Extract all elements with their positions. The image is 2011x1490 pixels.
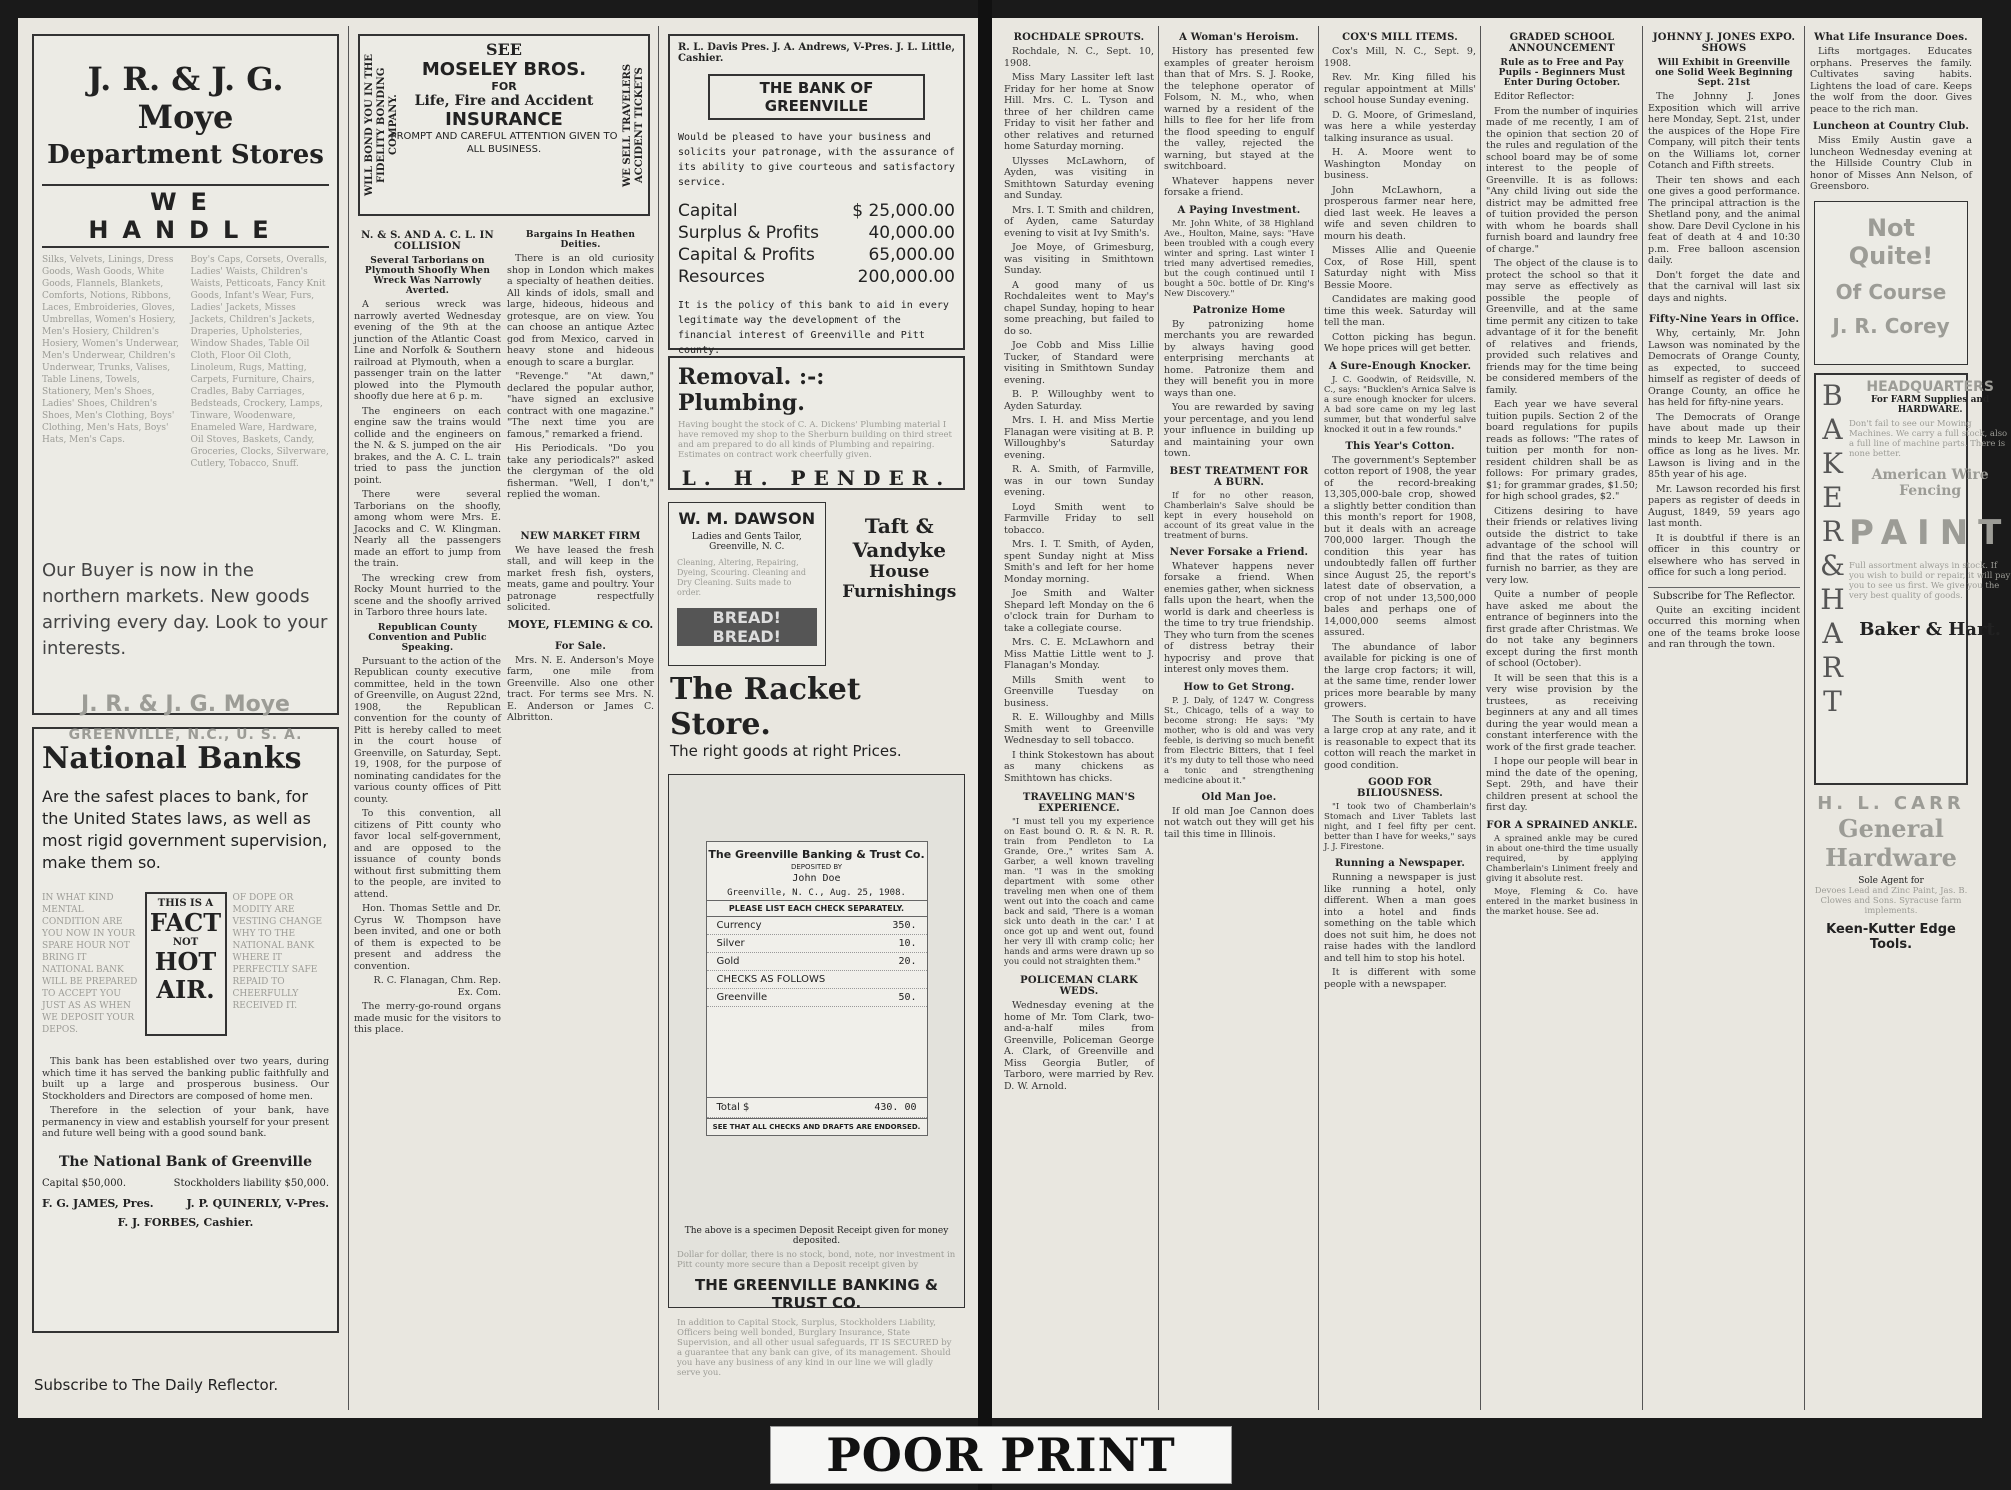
baker-hart-vertical-name: [1820, 379, 1845, 779]
baker-hart-letter: B: [1822, 378, 1843, 412]
right-column-2: [1164, 28, 1314, 1408]
newspaper-headline: Running a Newspaper.: [1334, 858, 1466, 869]
rochdale-article: Rochdale, N. C., Sept. 10, 1908. Miss Mary Lassiter left last Friday for her home at Snow Hill. Mrs. C. L. Tyson and three of her children came Friday to visit her father and other relatives and returned home Saturday morning. Ulysses McLawhorn, of Ayden, was visiting in Smithtown Saturday evening and Sunday. Mrs. I. T. Smith and children, of Ayden, came Saturday evening to visit at Ivy Smith's. Joe Moye, of Grimesburg, was visiting in Smithtown Sunday. A good many of us Rochdaleites went to May's chapel Sunday, hoping to hear some preaching, but failed to do so. Joe Cobb and Miss Lillie Tucker, of Standard were visiting in Smithtown Sunday evening. B. P. Willoughby went to Ayden Saturday. Mrs. I. H. and Miss Mertie Flanagan were visiting at B. P. Willoughby's Saturday evening. R. A. Smith, of Farmville, was in our town Sunday evening. Loyd Smith went to Farmville Friday to sell tobacco. Mrs. I. T. Smith, of Ayden, spent Sunday night at Miss Smith's and left for her home Monday morning. Joe Smith and Walter Shepard left Monday on the 6 o'clock train for Durham to take a collegiate course. Mrs. C. E. McLawhorn and Miss Mattie Little went to J. Flanagan's Monday. Mills Smith went to Greenville Tuesday on business. R. E. Willoughby and Mills Smith went to Greenville Wednesday to sell tobacco. I think Stokestown has about as many chickens as Smithtown has chicks.: [1004, 46, 1154, 784]
bank-title: THE BANK OF GREENVILLE: [708, 74, 925, 120]
paying-article: Mr. John White, of 38 Highland Ave., Houlton, Maine, says: "Have been troubled with a cough every winter and spring. Last winter I tried many advertised remedies, but the cough continued until I bought a 50c. bottle of Dr. King's New Discovery.": [1164, 218, 1314, 299]
national-banks-title: National Banks: [42, 741, 302, 776]
market-headline: NEW MARKET FIRM: [520, 530, 641, 542]
right-column-3: [1324, 28, 1476, 1408]
collision-article: A serious wreck was narrowly averted Wednesday evening of the 9th at the junction of the Atlantic Coast Line and Norfolk & Southern railroad at Plymouth, when a passenger train on the latter plowed into the Plymouth shoofly due here at 6 p. m. The engineers on each engine saw the trains would collide and the engineers on the N. & S. jumped on the air brakes, and the A. C. L. train tried to pass the junction point. There were several Tarborians on the shoofly, among whom were Mrs. E. Jacocks and C. W. Klingman. Nearly all the passengers made an effort to jump from the train. The wrecking crew from Rocky Mount hurried to the scene and the shoofly arrived in Tarboro three hours late.: [354, 299, 501, 618]
of-course-heading: Of Course: [1835, 279, 1947, 304]
national-banks-body: This bank has been established over two years, during which time it has served the banking public faithfully and built up a large and prosperous business. Our Stockholders and Directors are composed of home men. Therefore in the selection of your bank, have permanency in view and establish yourself for your present and future well being with a good sound bank.: [42, 1056, 329, 1139]
ninety-article: Why, certainly, Mr. John Lawson was nominated by the Democrats of Orange County, as expected, to succeed himself as register of deeds of Orange County, an office he has held for fifty-nine years. The Democrats of Orange have about made up their minds to keep Mr. Lawson in office as long as he lives. Mr. Lawson is living and in the 85th year of his age. Mr. Lawson recorded his first papers as register of deeds in August, 1849, 59 years ago last month. It is doubtful if there is an officer in this country or elsewhere who has served in office for such a long period.: [1648, 328, 1800, 578]
column-rule: [1318, 26, 1319, 1410]
baker-hart-letter: A: [1822, 616, 1843, 650]
moseley-line3: PROMPT AND CAREFUL ATTENTION GIVEN TO ALL BUSINESS.: [390, 131, 618, 155]
rochdale-headline: ROCHDALE SPROUTS.: [1013, 32, 1145, 43]
bilious-headline: GOOD FOR BILIOUSNESS.: [1356, 777, 1443, 799]
accident-tickets-note: WE SELL TRAVELERS ACCIDENT TICKETS: [622, 63, 645, 187]
convention-article: Pursuant to the action of the Republican county executive committee, held in the town of Greenville, on August 22nd, 1908, the Republican convention for the county of Pitt is hereby called to meet in the court house of Greenville, on Saturday, Sept. 19, 1908, for the purpose of nominating candidates for the various county offices of Pitt county. To this convention, all citizens of Pitt county who favor local self-government, and are opposed to the issuance of county bonds without first submitting them to the people, are invited to attend. Hon. Thomas Settle and Dr. Cyrus W. Thompson have been invited, and one or both of them is expected to be present and address the convention. R. C. Flanagan, Chm. Rep. Ex. Com. The merry-go-round organs made music for the visitors to this place.: [354, 655, 501, 1035]
expo-article: The Johnny J. Jones Exposition which will arrive here Monday, Sept. 21st, under the auspices of the Hope Fire Company, will pitch their tents on the Williams lot, corner Cotanch and Fifth streets. Their ten shows and each one gives a good performance. The principal attraction is the Shetland pony, and the animal show. Dare Devil Cyclone in his feat of death at 4 and 10:30 p.m. Free balloon ascension daily. Don't forget the date and that the carnival will last six days and nights.: [1648, 91, 1800, 304]
moye-advertisement: [32, 34, 339, 743]
moye-footer-place: GREENVILLE, N.C., U. S. A.: [68, 727, 303, 743]
financial-label: Resources: [678, 267, 765, 287]
expo-headline: JOHNNY J. JONES EXPO. SHOWS: [1652, 32, 1796, 54]
for-sale-headline: For Sale.: [554, 640, 607, 652]
taft-line2: House Furnishings: [842, 562, 957, 602]
cotton-headline: This Year's Cotton.: [1345, 440, 1455, 452]
fact-box: THIS IS A FACT NOT HOT AIR.: [145, 892, 227, 1036]
policeman-headline: POLICEMAN CLARK WEDS.: [1020, 975, 1138, 997]
bank-policy: It is the policy of this bank to aid in every legitimate way the development of the financial interest of Greenville and Pitt county.: [678, 300, 949, 356]
vice-president-name: J. P. QUINERLY, V-Pres.: [186, 1196, 329, 1210]
financial-label: Surplus & Profits: [678, 223, 819, 243]
patronize-article: By patronizing home merchants you are rewarded by always having good enterprising merchants at home. Patronize them and they will benefit you in more ways than one. You are rewarded by saving your percentage, and you lend your influence in building up and maintaining your own town.: [1164, 318, 1314, 459]
heathen-headline: Bargains In Heathen Deities.: [525, 230, 636, 250]
strong-headline: How to Get Strong.: [1183, 681, 1295, 693]
moye-footer-name: J. R. & J. G. Moye: [81, 692, 290, 717]
we-handle-heading: WE HANDLE: [88, 188, 283, 244]
left-newspaper-page: [18, 18, 978, 1418]
baker-hart-letter: A: [1822, 412, 1843, 446]
sole-agent-line: Sole Agent for: [1858, 875, 1924, 886]
baker-hart-letter: H: [1820, 582, 1845, 616]
president-name: F. G. JAMES, Pres.: [42, 1196, 154, 1210]
financial-value: 200,000.00: [857, 267, 955, 287]
moseley-name: MOSELEY BROS.: [421, 59, 587, 80]
paint-heading: PAINT: [1848, 512, 2011, 553]
removal-plumbing-advertisement: Removal. :-: Plumbing. Having bought the stock of C. A. Dickens' Plumbing material I have removed my shop to the Sherburn building on third street and am prepared to do all kinds of Plumbing and repairing. Estimates on contract work cheerfully given. L. H. PENDER.: [668, 356, 965, 490]
deposit-row: [707, 971, 927, 989]
friend-article: Whatever happens never forsake a friend. When enemies gather, when sickness falls upon the heart, when the world is dark and cheerless is the time to try true friendship. They who turn from the scenes of distress betray their hypocrisy and prove that interest only moves them.: [1164, 560, 1314, 675]
total-label: Total $: [716, 1102, 750, 1113]
subscribe-reflector: Subscribe for The Reflector.: [1648, 587, 1800, 605]
bank-financial-row: [678, 222, 955, 244]
stockholders-note: Stockholders liability $50,000.: [173, 1177, 329, 1189]
bank-financials: [678, 200, 955, 288]
column-rule: [1158, 26, 1159, 1410]
depositor-name: John Doe: [792, 873, 841, 884]
page-gutter: [978, 0, 992, 1490]
baker-hart-sign: Baker & Hart.: [1859, 618, 2002, 640]
heroism-article: History has presented few examples of greater heroism than that of Mrs. S. J. Rooke, the telephone operator of Folsom, N. M., who, when warned by a resident of the hills to flee for her life from the flood speeding to engulf the valley, rejected the warning, but stayed at the switchboard. Whatever happens never forsake a friend.: [1164, 46, 1314, 198]
bank-financial-row: [678, 200, 955, 222]
joe-headline: Old Man Joe.: [1201, 791, 1277, 803]
market-article: We have leased the fresh stall, and will keep in the market fresh fish, oysters, meats, game and poultry. Your patronage respectfully solicited.: [507, 544, 654, 613]
poor-print-stamp: POOR PRINT: [770, 1426, 1232, 1484]
farm-supplies-line: For FARM Supplies and HARDWARE.: [1871, 394, 1990, 415]
merchandise-list: Silks, Velvets, Linings, Dress Goods, Wash Goods, White Goods, Flannels, Blankets, Comforts, Notions, Ribbons, Laces, Embroideries, Gloves, Umbrellas, Women's Hosiery, Men's Hosiery, Children's Hosiery, Women's Underwear, Men's Underwear, Children's Underwear, Trunks, Valises, Table Linens, Towels, Stationery, Men's Shoes, Ladies' Shoes, Children's Shoes, Men's Clothing, Boys' Clothing, Men's Hats, Boys' Hats, Men's Caps. Boy's Caps, Corsets, Overalls, Ladies' Waists, Children's Waists, Petticoats, Fancy Knit Goods, Infant's Wear, Furs, Ladies' Jackets, Misses Jackets, Children's Jackets, Draperies, Upholsteries, Window Shades, Table Oil Cloth, Floor Oil Cloth, Linoleum, Rugs, Matting, Carpets, Furniture, Chairs, Cradles, Baby Carriages, Bedsteads, Crockery, Lamps, Tinware, Woodenware, Enameled Ware, Hardware, Oil Stoves, Baskets, Candy, Groceries, Clocks, Silverware, Cutlery, Tobacco, Snuff.: [42, 255, 329, 469]
racket-subtitle: The right goods at right Prices.: [670, 742, 902, 760]
deposit-row-value: 50.: [898, 992, 917, 1003]
financial-label: Capital & Profits: [678, 245, 815, 265]
school-subheadline: Rule as to Free and Pay Pupils - Beginners Must Enter During October.: [1498, 58, 1626, 88]
deposit-row: [707, 917, 927, 935]
deposit-row-label: Currency: [716, 920, 762, 931]
pender-sign: L. H. PENDER.: [681, 466, 952, 490]
market-firm-name: MOYE, FLEMING & CO.: [507, 617, 654, 631]
buyer-notice: Our Buyer is now in the northern markets. New goods arriving every day. Look to your interests.: [42, 560, 328, 659]
national-banks-advertisement: National Banks Are the safest places to bank, for the United States laws, as well as most rigid government supervision, make them so. IN WHAT KIND MENTAL CONDITION ARE YOU NOW IN YOUR SPARE HOUR NOT BRING IT NATIONAL BANK WILL BE PREPARED TO ACCEPT YOU JUST AS AS WHEN WE DEPOSIT YOUR DEPOS. THIS IS A FACT NOT HOT AIR. OF DOPE OR MODITY ARE VESTING CHANGE WHY TO THE NATIONAL BANK WHERE IT PERFECTLY SAFE REPAID TO CHEERFULLY RECEIVED IT. This bank has been established over two years, during which time it has served the banking public faithfully and built up a large and prosperous business. Our Stockholders and Directors are composed of home men. Therefore in the selection of your bank, have permanency in view and establish yourself for your present and future well being with a good sound bank. The National Bank of Greenville Capital $50,000. Stockholders liability $50,000. F. G. JAMES, Pres. J. P. QUINERLY, V-Pres. F. J. FORBES, Cashier.: [32, 727, 339, 1333]
headquarters-heading: HEADQUARTERS: [1866, 378, 1994, 395]
knocker-article: J. C. Goodwin, of Reidsville, N. C., says: "Bucklen's Arnica Salve is a sure enough knocker for ulcers. A bad sore came on my leg last summer, but that wonderful salve knocked it out in a few rounds.": [1324, 374, 1476, 435]
left-column-2: [354, 28, 654, 1408]
deposit-row-label: Silver: [716, 938, 745, 949]
financial-value: $ 25,000.00: [852, 201, 955, 221]
ninety-headline: Fifty-Nine Years in Office.: [1648, 314, 1800, 325]
newspaper-article: Running a newspaper is just like running a hotel, only different. When a man goes into a hotel and finds something on the table which does not suit him, he does not raise hades with the landlord and tell him to stop his hotel. It is different with some people with a newspaper.: [1324, 872, 1476, 990]
financial-label: Capital: [678, 201, 738, 221]
bank-officers: R. L. Davis Pres. J. A. Andrews, V-Pres. J. L. Little, Cashier.: [678, 42, 955, 64]
school-article: Editor Reflector: From the number of inquiries made of me recently, I am of the opinion that section 20 of the rules and regulation of the school board may be of some interest to the people of Greenville. It is as follows: "Any child living out side the district may be admitted free of tuition provided the person with whom he boards shall furnish board and laundry free of charge." The object of the clause is to protect the school so that it may serve as effectively as possible the people of Greenville, and at the same time permit any citizen to take advantage of it for the benefit of relatives and friends, provided such relatives and friends may for the time being be considered members of the family. Each year we have several tuition pupils. Section 2 of the board regulations for pupils reads as follows: "The rates of tuition per month for non-resident children shall be as follows: For primary grades, $1; for grammar grades, $1.50; for high school grades, $2." Citizens desiring to have their friends or relatives living outside the district to take advantage of the school will find that the rates of tuition furnish no barrier, as they are very low. Quite a number of people have asked me about the entrance of beginners into the first grade after Christmas. We do not take any beginners except during the first month of school (October). It will be seen that this is a very wise provision by the trustees, as receiving beginners at any and all times during the year would mean a constant interference with the work of the first grade teacher. I hope our people will bear in mind the date of the opening, Sept. 29th, and have their children present at school the first day.: [1486, 91, 1638, 813]
racket-store-advertisement: [664, 672, 969, 760]
dawson-name: W. M. DAWSON: [678, 509, 816, 528]
dawson-line: Ladies and Gents Tailor, Greenville, N. C.: [691, 532, 802, 552]
life-insurance-headline: What Life Insurance Does.: [1814, 32, 1968, 43]
moseley-see: SEE: [486, 40, 522, 59]
ankle-headline: FOR A SPRAINED ANKLE.: [1486, 819, 1638, 831]
column-rule: [1480, 26, 1481, 1410]
left-column-3: [664, 28, 969, 1408]
corey-advertisement: [1814, 201, 1968, 365]
deposit-slip: [706, 841, 928, 1136]
racket-title: The Racket Store.: [670, 672, 861, 742]
bread-heading: BREAD! BREAD!: [677, 608, 817, 646]
moseley-advertisement: [358, 34, 650, 216]
baker-hart-letter: E: [1822, 480, 1843, 514]
baker-hart-advertisement: B A K E R & H A R T HEADQUARTERS For FARM Supplies and HARDWARE. Don't fail to see our Mowing Machines. We carry a full stock, also a full line of machine parts. There is none better. American Wire Fencing PAINT Full assortment always in stock. If you wish to build or repair, it will pay you to see us first. We give you the very best quality of goods. Baker & Hart.: [1814, 373, 1968, 785]
knocker-headline: A Sure-Enough Knocker.: [1328, 360, 1472, 372]
collision-headline: N. & S. AND A. C. L. IN COLLISION: [361, 230, 494, 252]
deposit-row-label: Gold: [716, 956, 740, 967]
collision-subheadline: Several Tarborians on Plymouth Shoofly When Wreck Was Narrowly Averted.: [364, 256, 491, 296]
heroism-headline: A Woman's Heroism.: [1179, 32, 1299, 43]
right-column-4: [1486, 28, 1638, 1408]
coxs-article: Cox's Mill, N. C., Sept. 9, 1908. Rev. Mr. King filled his regular appointment at Mills' school house Sunday evening. D. G. Moore, of Grimesland, was here a while yesterday talking insurance as usual. H. A. Moore went to Washington Monday on business. John McLawhorn, a prosperous farmer near here, died last week. He leaves a wife and seven children to mourn his death. Misses Allie and Queenie Cox, of Rose Hill, spent Saturday night with Miss Bessie Moore. Candidates are making good time this week. Saturday will tell the man. Cotton picking has begun. We hope prices will get better.: [1324, 46, 1476, 354]
wire-fencing-heading: American Wire Fencing: [1871, 466, 1989, 499]
specimen-caption: The above is a specimen Deposit Receipt given for money deposited.: [684, 1226, 949, 1246]
burn-headline: BEST TREATMENT FOR A BURN.: [1169, 465, 1309, 488]
deposit-rows: [707, 917, 927, 1007]
right-column-5: [1648, 28, 1800, 1408]
strong-article: P. J. Daly, of 1247 W. Congress St., Chicago, tells of a way to become strong: He says: "My mother, who is old and was very feeble, is deriving so much benefit from Electric Bitters, that I feel it's my duty to tell those who need a tonic and strengthening medicine about it.": [1164, 695, 1314, 786]
paying-headline: A Paying Investment.: [1177, 204, 1301, 216]
financial-value: 65,000.00: [868, 245, 955, 265]
heathen-article: There is an old curiosity shop in London which makes a specialty of heathen deities. All kinds of idols, small and large, hideous, hideous and grotesque, are on view. You can choose an antique Aztec god from Mexico, carved in heavy stone and hideous enough to scare a burglar. "Revenge." "At dawn," declared the popular author, "have signed an exclusive contract with one magazine." "The next time you are famous," remarked a friend. His Periodicals. "Do you take any periodicals?" asked the clergyman of the old fisherman. "Well, I don't," replied the woman.: [507, 253, 654, 500]
trust-company-name: THE GREENVILLE BANKING & TRUST CO.: [695, 1276, 938, 1312]
joe-article: If old man Joe Cannon does not watch out they will get his tail this time in Illinois.: [1164, 805, 1314, 840]
friend-headline: Never Forsake a Friend.: [1169, 546, 1309, 558]
policeman-article: Wednesday evening at the home of Mr. Tom Clark, two-and-a-half miles from Greenville, Policeman George A. Clark, of Greenville and Miss Georgia Butler, of Tarboro, were married by Rev. D. W. Arnold.: [1004, 1000, 1154, 1092]
deposit-row: [707, 953, 927, 971]
coxs-headline: COX'S MILL ITEMS.: [1342, 32, 1458, 43]
luncheon-article: Miss Emily Austin gave a luncheon Wednesday evening at the Hillside Country Club in honor of Misses Ann Nelson, of Greensboro.: [1810, 135, 1972, 192]
hart-notice: Quite an exciting incident occurred this morning when one of the teams broke loose and ran through the town.: [1648, 604, 1800, 650]
deposited-by-label: DEPOSITED BY: [790, 863, 843, 871]
luncheon-headline: Luncheon at Country Club.: [1812, 121, 1970, 132]
trust-company-advertisement: The Greenville Banking & Trust Co. DEPOSITED BY John Doe Greenville, N. C., Aug. 25, 1908. PLEASE LIST EACH CHECK SEPARATELY. Currency 350. Silver 10. Gold 20. CHECKS AS FOLLOWS Greenville 50. Total $ 430. 00 SEE THAT ALL CHECKS AND DRAFTS ARE ENDORSED. The above is a specimen Deposit Receipt given for money deposited. Dollar for dollar, there is no stock, bond, note, nor investment in Pitt county more secure than a Deposit receipt given by THE GREENVILLE BANKING & TRUST CO. In addition to Capital Stock, Surplus, Stockholders Liability, Officers being well bonded, Burglary Insurance, State Supervision, and all other usual safeguards, IT IS SECURED by a guarantee that any bank can give, of its management. Should you have any business of any kind in our line we will gladly serve you.: [668, 774, 965, 1308]
cotton-article: The government's September cotton report of 1908, the year of the record-breaking 13,305,000-bale crop, showed a slightly better condition than this month's report for 1908, but it deals with an acreage 700,000 larger. Though the condition this year has undoubtedly fallen off further since August 25, the report's latest date of observation, a crop of not under 13,500,000 bales and perhaps one of 14,000,000 seems almost assured. The abundance of labor available for picking is one of the large crop factors; it will, at the same time, render lower prices more bearable by many growers. The South is certain to have a large crop at any rate, and it is reasonable to expect that its cotton will reach the market in good condition.: [1324, 454, 1476, 771]
burn-article: If for no other reason, Chamberlain's Salve should be kept in every household on account of its great value in the treatment of burns.: [1164, 490, 1314, 541]
list-each-check: PLEASE LIST EACH CHECK SEPARATELY.: [707, 901, 927, 917]
column-rule: [1642, 26, 1643, 1410]
national-bank-name: The National Bank of Greenville: [58, 1153, 313, 1170]
baker-hart-letter: K: [1822, 446, 1843, 480]
moseley-line2: INSURANCE: [445, 109, 563, 130]
ankle-article: A sprained ankle may be cured in about one-third the time usually required, by applying Chamberlain's Liniment freely and giving it absolute rest. Moye, Fleming & Co. have entered in the market business in the market house. See ad.: [1486, 833, 1638, 917]
carr-title: General Hardware: [1825, 813, 1957, 872]
cashier-name: F. J. FORBES, Cashier.: [117, 1215, 254, 1229]
deposit-row-value: 20.: [898, 956, 917, 967]
moye-title: J. R. & J. G. Moye: [87, 60, 284, 136]
right-column-1: [1004, 28, 1154, 1408]
corey-name: J. R. Corey: [1832, 313, 1950, 338]
life-insurance-article: Lifts mortgages. Educates orphans. Preserves the family. Cultivates saving habits. Lightens the load of care. Keeps the wolf from the door. Gives peace to the rich man.: [1810, 46, 1972, 115]
patronize-headline: Patronize Home: [1192, 304, 1286, 316]
deposit-date: Greenville, N. C., Aug. 25, 1908.: [707, 886, 927, 901]
deposit-row-label: Greenville: [716, 992, 768, 1003]
for-sale-article: Mrs. N. E. Anderson's Moye farm, one mile from Greenville. Also one other tract. For terms see Mrs. N. E. Anderson or James C. Albritton.: [507, 654, 654, 723]
left-column-1: [28, 28, 343, 1408]
baker-hart-letter: R: [1821, 650, 1844, 684]
expo-subheadline: Will Exhibit in Greenville one Solid Week Beginning Sept. 21st: [1655, 58, 1793, 88]
column-rule: [348, 26, 349, 1410]
bank-of-greenville-advertisement: [668, 34, 965, 356]
capital-note: Capital $50,000.: [42, 1177, 127, 1189]
deposit-row-value: 10.: [898, 938, 917, 949]
national-banks-text: Are the safest places to bank, for the United States laws, as well as most rigid government supervision, make them so.: [42, 787, 328, 872]
endorse-notice: SEE THAT ALL CHECKS AND DRAFTS ARE ENDORSED.: [707, 1118, 927, 1135]
baker-hart-letter: R: [1821, 514, 1844, 548]
financial-value: 40,000.00: [868, 223, 955, 243]
right-column-6: [1810, 28, 2011, 1408]
removal-title: Removal. :-: Plumbing.: [678, 364, 825, 416]
dawson-advertisement: W. M. DAWSON Ladies and Gents Tailor, Greenville, N. C. Cleaning, Altering, Repairing, Dyeing, Scouring. Cleaning and Dry Cleaning. Suits made to order. BREAD! BREAD!: [668, 502, 826, 666]
moseley-for: FOR: [491, 80, 517, 93]
fidelity-bond-note: WILL BOND YOU IN THE FIDELITY BONDING COMPANY.: [364, 54, 399, 196]
baker-hart-letter: &: [1820, 548, 1845, 582]
deposit-row: [707, 935, 927, 953]
taft-vandyke-advertisement: [830, 496, 970, 646]
column-rule: [658, 26, 659, 1410]
bank-financial-row: [678, 244, 955, 266]
carr-name: H. L. CARR: [1817, 792, 1965, 814]
bilious-article: "I took two of Chamberlain's Stomach and Liver Tablets last night, and I feel fifty per cent. better than I have for weeks," says J. J. Firestone.: [1324, 802, 1476, 852]
subscribe-notice: Subscribe to The Daily Reflector.: [34, 1376, 279, 1394]
bank-intro: Would be pleased to have your business and solicits your patronage, with the assurance of its ability to give courteous and satisfactory service.: [678, 132, 955, 188]
traveling-article: "I must tell you my experience on East bound O. R. & N. R. R. train from Pendleton to La Grande, Ore.," writes Sam A. Garber, a well known traveling man. "I was in the smoking department with some other traveling men when one of them went out into the coach and came back and said, 'There is a woman sick unto death in the car.' I at once got up and went out, found her very ill with cramp colic; her hands and arms were drawn up so you could not straighten them.": [1004, 817, 1154, 967]
deposit-slip-bank: The Greenville Banking & Trust Co.: [708, 848, 925, 861]
taft-line1: Taft & Vandyke: [852, 514, 946, 562]
deposit-row-value: 350.: [892, 920, 917, 931]
deposit-row-label: CHECKS AS FOLLOWS: [716, 974, 826, 985]
moye-subtitle: Department Stores: [47, 140, 324, 170]
school-headline: GRADED SCHOOL ANNOUNCEMENT: [1509, 32, 1615, 54]
deposit-row: [707, 989, 927, 1007]
bank-financial-row: [678, 266, 955, 288]
carr-advertisement: H. L. CARR General Hardware Sole Agent for Devoes Lead and Zinc Paint, Jas. B. Clowes and Sons. Syracuse farm implements. Keen-Kutter Edge Tools.: [1810, 793, 1972, 952]
deposit-total: 430. 00: [874, 1102, 917, 1113]
edge-tools-line: Keen-Kutter Edge Tools.: [1826, 921, 1956, 952]
traveling-headline: TRAVELING MAN'S EXPERIENCE.: [1022, 792, 1136, 814]
moseley-line1: Life, Fire and Accident: [414, 93, 594, 109]
right-newspaper-page: [992, 18, 2011, 1418]
baker-hart-letter: T: [1823, 684, 1842, 718]
column-rule: [1804, 26, 1805, 1410]
convention-headline: Republican County Convention and Public Speaking.: [368, 622, 487, 653]
not-quite-heading: Not Quite!: [1848, 213, 1934, 270]
